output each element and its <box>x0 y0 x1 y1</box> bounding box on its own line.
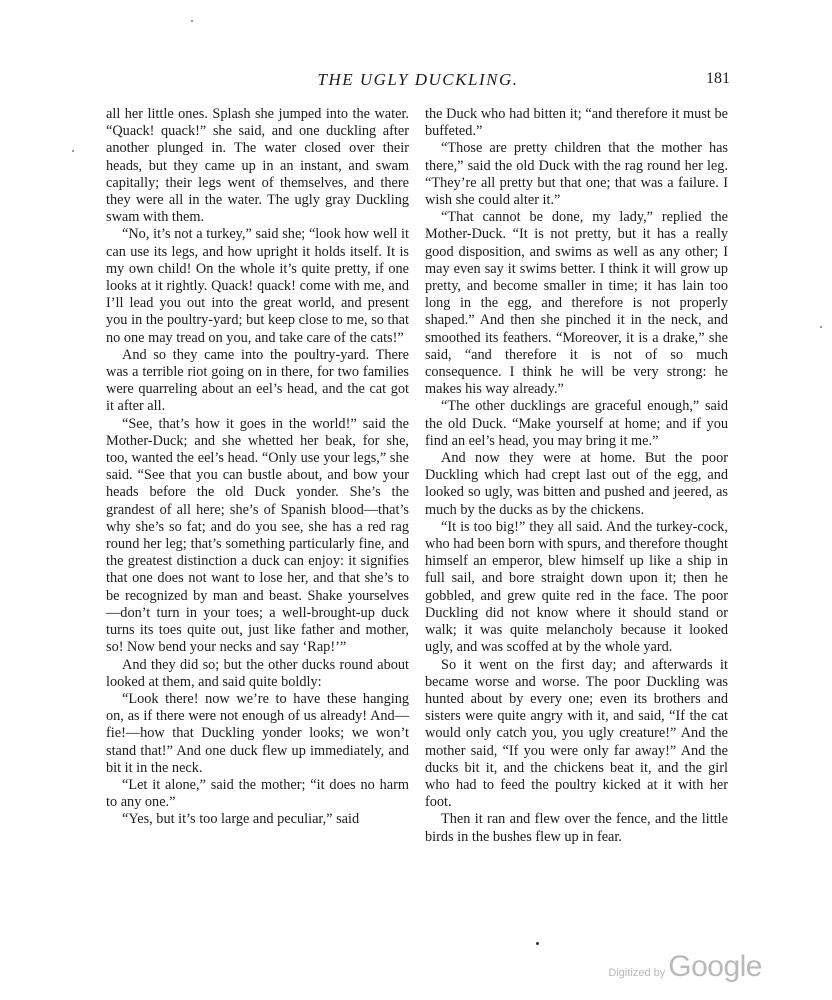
paragraph: And now they were at home. But the poor Duckling which had crept last out of the egg, and looked so ugly, was bitten and pushed and jeered, as much by the ducks as by the chickens. <box>425 450 728 518</box>
paragraph: “The other ducklings are graceful enough,” said the old Duck. “Make yourself at home; and if you find an eel’s head, you may bring it me.” <box>425 398 728 449</box>
left-column <box>106 106 409 829</box>
print-speck <box>536 942 539 945</box>
print-speck <box>191 20 193 22</box>
page-header <box>106 70 730 96</box>
paragraph: “Look there! now we’re to have these hanging on, as if there were not enough of us already! And—fie!—how that Duckling yonder looks; we won’t stand that!” And one duck flew up immediately, and bit it in the neck. <box>106 690 409 776</box>
right-column <box>425 106 728 846</box>
watermark-label: Digitized by <box>608 967 666 979</box>
paragraph: So it went on the first day; and afterwards it became worse and worse. The poor Duckling was hunted about by every one; even its brothers and sisters were quite angry with it, and said, “If the cat would only catch you, you ugly creature!” And the mother said, “If you were only far away!” And the ducks bit it, and the chickens beat it, and the girl who had to feed the poultry kicked at it with her foot. <box>425 656 728 811</box>
google-logo: Google <box>668 950 762 983</box>
print-speck <box>820 326 822 328</box>
running-title: THE UGLY DUCKLING. <box>317 70 519 89</box>
digitized-watermark <box>608 950 762 984</box>
paragraph: Then it ran and flew over the fence, and the little birds in the bushes flew up in fear. <box>425 811 728 845</box>
paragraph: “That cannot be done, my lady,” replied the Mother-Duck. “It is not pretty, but it has a really good disposition, and swims as well as any other; I may even say it swims better. I think it will grow up pretty, and become smaller in time; it has lain too long in the egg, and therefore is not properly shaped.” And then she pinched it in the neck, and smoothed its feathers. “Moreover, it is a drake,” she said, “and therefore it is not of so much consequence. I think he will be very strong: he makes his way already.” <box>425 209 728 398</box>
paragraph: the Duck who had bitten it; “and therefore it must be buffeted.” <box>425 106 728 140</box>
paragraph: “It is too big!” they all said. And the turkey-cock, who had been born with spurs, and therefore thought himself an emperor, blew himself up like a ship in full sail, and bore straight down upon it; then he gobbled, and grew quite red in the face. The poor Duckling did not know where it should stand or walk; it was quite melancholy because it looked ugly, and was scoffed at by the whole yard. <box>425 518 728 656</box>
paragraph: “Those are pretty children that the mother has there,” said the old Duck with the rag round her leg. “They’re all pretty but that one; that was a failure. I wish she could alter it.” <box>425 140 728 209</box>
paragraph: “See, that’s how it goes in the world!” said the Mother-Duck; and she whetted her beak, for she, too, wanted the eel’s head. “Only use your legs,” she said. “See that you can bustle about, and bow your heads before the old Duck yonder. She’s the grandest of all here; she’s of Spanish blood—that’s why she’s so fat; and do you see, she has a red rag round her leg; that’s something particularly fine, and the greatest distinction a duck can enjoy: it signifies that one does not want to lose her, and that she’s to be recognized by man and beast. Shake yourselves—don’t turn in your toes; a well-brought-up duck turns its toes quite out, just like father and mother, so! Now bend your necks and say ‘Rap!’” <box>106 415 409 656</box>
paragraph: “Yes, but it’s too large and peculiar,” said <box>122 811 360 828</box>
paragraph: And so they came into the poultry-yard. There was a terrible riot going on in there, for two families were quarreling about an eel’s head, and the cat got it after all. <box>106 346 409 415</box>
paragraph: all her little ones. Splash she jumped into the water. “Quack! quack!” she said, and one duckling after another plunged in. The water closed over their heads, but they came up in an instant, and swam capitally; their legs went of themselves, and there they were all in the water. The ugly gray Duckling swam with them. <box>106 106 409 226</box>
page-number: 181 <box>706 70 730 87</box>
print-speck <box>72 150 74 152</box>
paragraph: “No, it’s not a turkey,” said she; “look how well it can use its legs, and how upright it holds itself. It is my own child! On the whole it’s quite pretty, if one looks at it rightly. Quack! quack! come with me, and I’ll lead you out into the great world, and present you in the poultry-yard; but keep close to me, so that no one may tread on you, and take care of the cats!” <box>106 226 409 346</box>
paragraph: And they did so; but the other ducks round about looked at them, and said quite boldly: <box>106 656 409 690</box>
paragraph: “Let it alone,” said the mother; “it does no harm to any one.” <box>106 776 409 811</box>
